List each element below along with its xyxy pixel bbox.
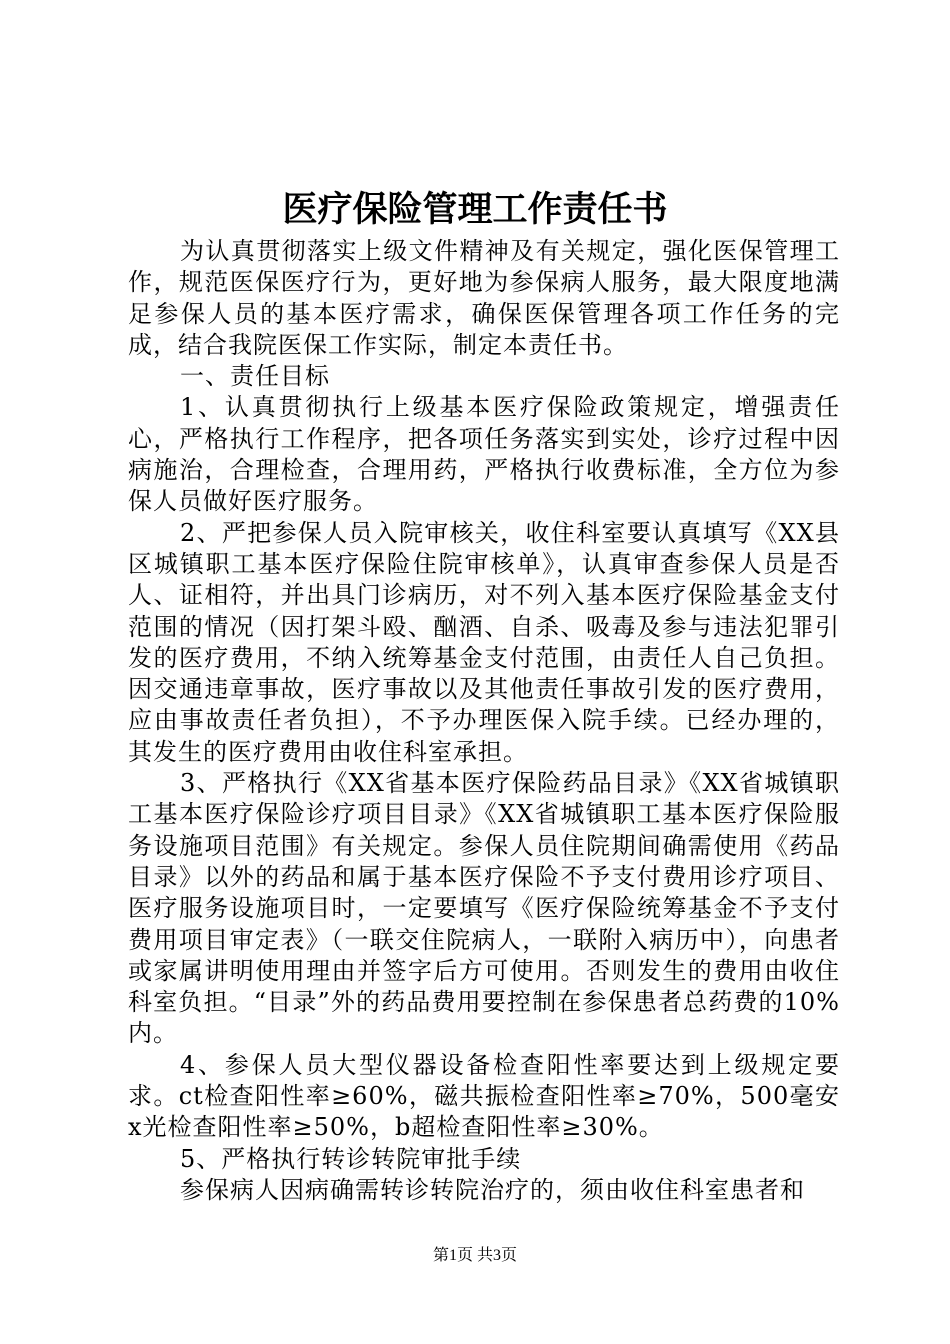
item-1-paragraph: 1、认真贯彻执行上级基本医疗保险政策规定，增强责任心，严格执行工作程序，把各项任务落实到实处，诊疗过程中因病施治，合理检查，合理用药，严格执行收费标准，全方位为参保人员做好医疗服务。 bbox=[128, 393, 840, 516]
intro-paragraph: 为认真贯彻落实上级文件精神及有关规定，强化医保管理工作，规范医保医疗行为，更好地为参保病人服务，最大限度地满足参保人员的基本医疗需求，确保医保管理各项工作任务的完成，结合我院医保工作实际，制定本责任书。 bbox=[128, 237, 840, 359]
item-2-paragraph: 2、严把参保人员入院审核关，收住科室要认真填写《XX县区城镇职工基本医疗保险住院审核单》，认真审查参保人员是否人、证相符，并出具门诊病历，对不列入基本医疗保险基金支付范围的情况（因打架斗殴、酗酒、自杀、吸毒及参与违法犯罪引发的医疗费用，不纳入统筹基金支付范围，由责任人自己负担。因交通违章事故，医疗事故以及其他责任事故引发的医疗费用，应由事故责任者负担），不予办理医保入院手续。已经办理的，其发生的医疗费用由收住科室承担。 bbox=[128, 518, 840, 766]
item-5-paragraph: 参保病人因病确需转诊转院治疗的，须由收住科室患者和 bbox=[180, 1175, 805, 1204]
item-5-heading: 5、严格执行转诊转院审批手续 bbox=[180, 1144, 522, 1173]
document-title: 医疗保险管理工作责任书 bbox=[282, 189, 668, 230]
section-heading-responsibility-goals: 一、责任目标 bbox=[180, 362, 330, 391]
page-number-footer: 第1页 共3页 bbox=[432, 1247, 517, 1264]
item-3-paragraph: 3、严格执行《XX省基本医疗保险药品目录》《XX省城镇职工基本医疗保险诊疗项目目录》《XX省城镇职工基本医疗保险服务设施项目范围》有关规定。参保人员住院期间确需使用《药品目录》以外的药品和属于基本医疗保险不予支付费用诊疗项目、医疗服务设施项目时，一定要填写《医疗保险统筹基金不予支付费用项目审定表》（一联交住院病人，一联附入病历中），向患者或家属讲明使用理由并签字后方可使用。否则发生的费用由收住科室负担。“目录”外的药品费用要控制在参保患者总药费的10%内。 bbox=[128, 769, 840, 1048]
item-4-paragraph: 4、参保人员大型仪器设备检查阳性率要达到上级规定要求。ct检查阳性率≥60%，磁共振检查阳性率≥70%，500毫安x光检查阳性率≥50%，b超检查阳性率≥30%。 bbox=[128, 1050, 840, 1142]
document-body bbox=[128, 236, 840, 1206]
